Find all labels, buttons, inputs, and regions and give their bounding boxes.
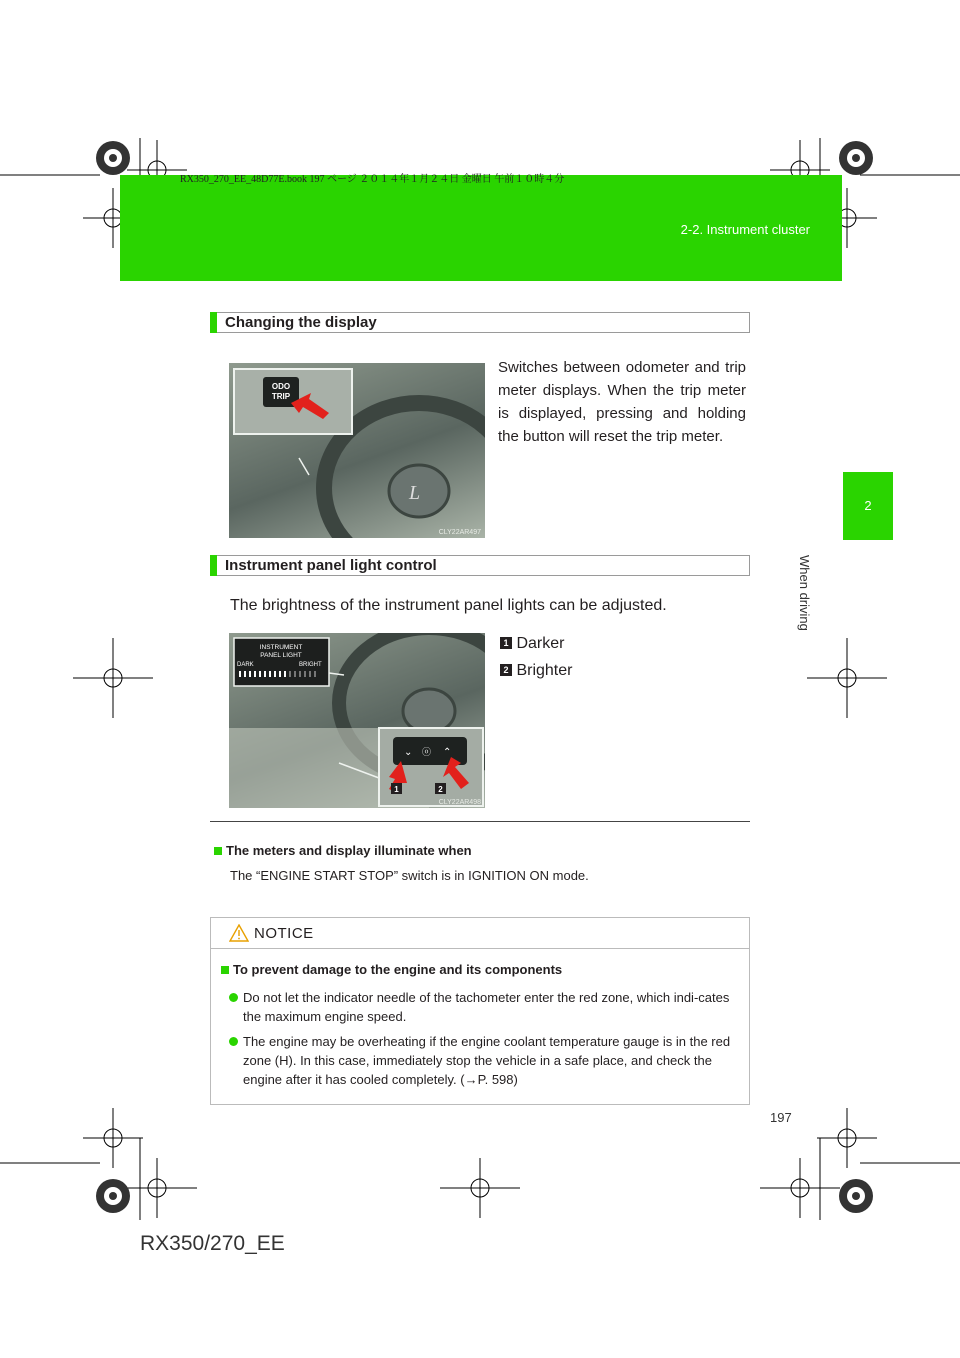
note-heading	[214, 843, 472, 858]
list-item	[500, 630, 572, 657]
section-heading-changing-display	[210, 312, 750, 333]
item-number: 2	[500, 664, 512, 676]
notice-title: NOTICE	[254, 925, 314, 942]
crosshair-icon	[117, 1158, 197, 1218]
round-bullet-icon	[229, 993, 238, 1002]
svg-text:TRIP: TRIP	[271, 392, 291, 401]
crosshair-icon	[760, 1158, 840, 1218]
svg-text:PANEL LIGHT: PANEL LIGHT	[260, 652, 302, 659]
item-label: Brighter	[516, 662, 573, 679]
steering-wheel-illustration	[229, 363, 485, 538]
notice-bullet	[229, 988, 745, 1026]
changing-display-text: Switches between odometer and trip meter displays. When the trip meter is displayed, pressing and holding the button will reset the trip meter.	[498, 359, 746, 445]
crosshair-icon	[440, 1158, 520, 1218]
crosshair-icon	[83, 1108, 143, 1168]
heading-accent-bar	[210, 312, 217, 333]
footer-model: RX350/270_EE	[140, 1232, 285, 1255]
dashboard-photo	[229, 633, 485, 808]
target-icon	[839, 141, 873, 175]
crosshair-icon	[807, 638, 887, 718]
section-heading-panel-light	[210, 555, 750, 576]
note-text: The “ENGINE START STOP” switch is in IGNITION ON mode.	[230, 868, 589, 883]
target-icon	[839, 1179, 873, 1213]
control-list	[500, 630, 572, 684]
svg-text:⌄: ⌄	[404, 747, 413, 758]
notice-heading	[221, 962, 562, 977]
dark-label: DARK	[237, 662, 254, 668]
notice-header	[211, 918, 749, 949]
warning-triangle-icon	[229, 924, 249, 942]
crosshair-icon	[817, 1108, 877, 1168]
section-title: 2-2. Instrument cluster	[680, 222, 810, 237]
heading-accent-bar	[210, 555, 217, 576]
page-number: 197	[770, 1110, 792, 1125]
steering-wheel-photo	[229, 363, 485, 538]
notice-bullet	[229, 1032, 745, 1089]
svg-text:1: 1	[394, 785, 399, 794]
divider	[210, 821, 750, 822]
display-title: INSTRUMENT	[259, 644, 303, 651]
item-label: Darker	[516, 635, 565, 652]
panel-light-intro: The brightness of the instrument panel lights can be adjusted.	[230, 597, 667, 614]
svg-text:L: L	[409, 482, 421, 504]
print-info: RX350_270_EE_48D77E.book 197 ページ ２０１４年１月２４日 金曜日 午前１０時４分	[180, 174, 565, 185]
list-item	[500, 657, 572, 684]
section-heading-text: Changing the display	[225, 314, 377, 331]
image-code: CLY22AR497	[438, 529, 481, 536]
svg-text:⌃: ⌃	[443, 747, 452, 758]
notice-heading-text: To prevent damage to the engine and its components	[233, 962, 563, 977]
notice-bullet-text: Do not let the indicator needle of the tachometer enter the red zone, which indi-cates the maximum engine speed.	[243, 990, 730, 1024]
notice-bullet-text: The engine may be overheating if the engine coolant temperature gauge is in the red zone (H). In this case, immediately stop the vehicle in a safe place, and check the engine after it has cooled completely. (→P. 598)	[243, 1034, 731, 1087]
svg-text:ⓞ: ⓞ	[422, 747, 432, 757]
target-icon	[96, 141, 130, 175]
image-code: CLY22AR498	[438, 799, 481, 806]
target-icon	[96, 1179, 130, 1213]
side-tab-number: 2	[864, 498, 872, 513]
square-bullet-icon	[214, 847, 222, 855]
round-bullet-icon	[229, 1037, 238, 1046]
bright-label: BRIGHT	[299, 662, 322, 668]
item-number: 1	[500, 637, 512, 649]
svg-text:2: 2	[438, 785, 443, 794]
square-bullet-icon	[221, 966, 229, 974]
crosshair-icon	[73, 638, 153, 718]
notice-box	[210, 917, 750, 1105]
section-heading-text: Instrument panel light control	[225, 557, 437, 574]
odo-trip-button-label: ODO	[271, 382, 291, 391]
note-heading-text: The meters and display illuminate when	[226, 843, 472, 858]
